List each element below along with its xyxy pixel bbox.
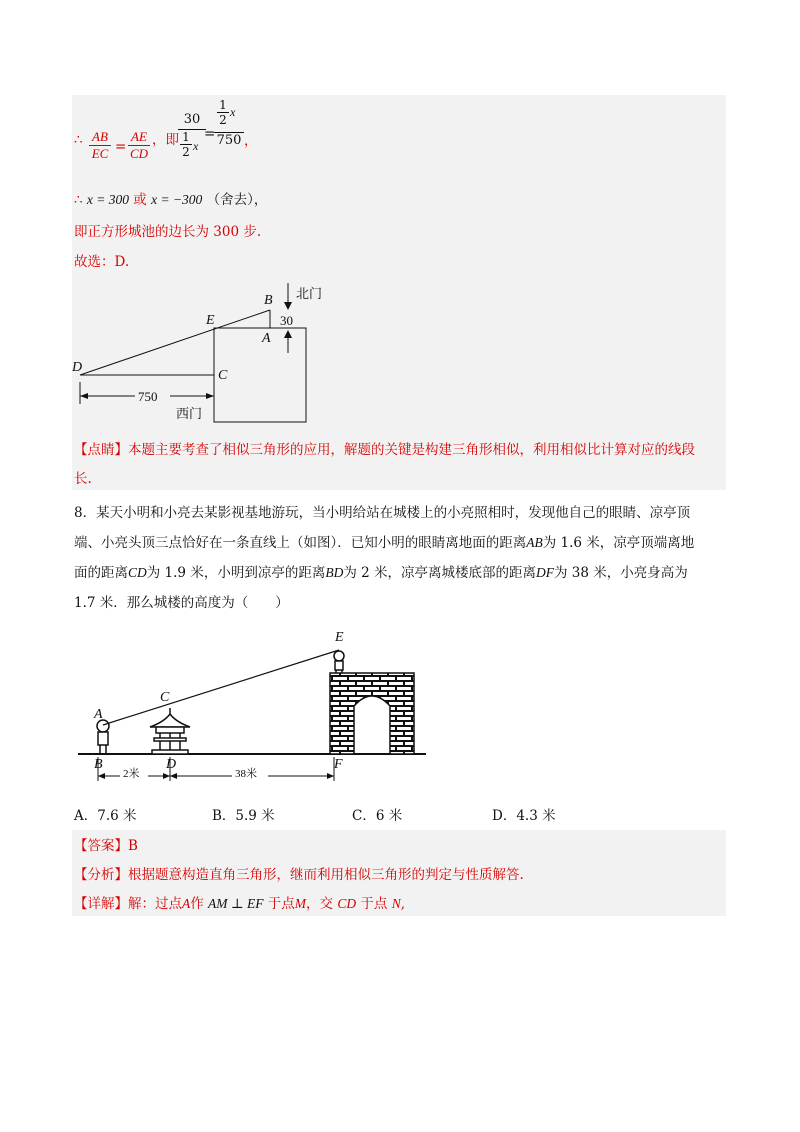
analysis-text: 根据题意构造直角三角形，继而利用相似三角形的判定与性质解答. bbox=[128, 867, 524, 883]
segment-cd: CD bbox=[337, 896, 357, 911]
question-line-1: 8．某天小明和小亮去某影视基地游玩，当小明给站在城楼上的小亮照相时，发现他自己的眼睛、凉亭顶 bbox=[74, 505, 691, 521]
fraction-denominator: 750 bbox=[216, 133, 242, 148]
detail-text: 于点 bbox=[267, 896, 295, 912]
fraction-numerator bbox=[214, 98, 244, 133]
question-text: 为 1.6 米，凉亭顶端离地 bbox=[542, 535, 695, 551]
question-text: 为 38 米，小亮身高为 bbox=[554, 565, 688, 581]
detail-text: ，交 bbox=[306, 896, 334, 912]
equation-x-neg300: x = −300 bbox=[151, 192, 203, 207]
arrowhead-left bbox=[80, 393, 88, 399]
label-d: D bbox=[166, 757, 177, 772]
solution-line-3: 即正方形城池的边长为 300 步. bbox=[74, 224, 262, 240]
arrowhead-right bbox=[206, 393, 214, 399]
pavilion bbox=[150, 708, 190, 754]
dim-30-label: 30 bbox=[280, 313, 293, 328]
comment-text: 本题主要考查了相似三角形的应用，解题的关键是构建三角形相似，利用相似比计算对应的线段 bbox=[128, 442, 695, 458]
equals-sign: = bbox=[115, 139, 127, 155]
point-m: M bbox=[294, 896, 307, 911]
label-a: A bbox=[262, 331, 271, 346]
north-gate-label: 北门 bbox=[296, 287, 323, 302]
compound-fraction-right bbox=[214, 98, 244, 149]
question-text: 为 2 米，凉亭离城楼底部的距离 bbox=[343, 565, 536, 581]
fraction-denominator: EC bbox=[91, 146, 109, 161]
ji-text: ，即 bbox=[152, 132, 179, 148]
question-text: 为 1.9 米，小明到凉亭的距离 bbox=[146, 565, 326, 581]
square-city-outline bbox=[214, 328, 306, 422]
question-text: 端、小亮头顶三点恰好在一条直线上（如图）．已知小明的眼睛离地面的距离 bbox=[74, 535, 527, 551]
segment-df: DF bbox=[536, 565, 554, 580]
half-numerator: 1 bbox=[180, 130, 192, 145]
solution-line-2 bbox=[74, 190, 267, 210]
comment-line-2: 长. bbox=[74, 471, 92, 487]
tower-pavilion-diagram bbox=[76, 626, 436, 786]
therefore-symbol: ∴ bbox=[74, 192, 83, 208]
half-denominator: 2 bbox=[182, 145, 190, 159]
option-c: C．6 米 bbox=[352, 808, 403, 824]
fraction-denominator bbox=[178, 130, 206, 170]
option-a: A．7.6 米 bbox=[74, 808, 137, 824]
detail-text: 解：过点 bbox=[128, 896, 182, 912]
segment-bd: BD bbox=[325, 565, 344, 580]
detail-text: 作 bbox=[190, 896, 204, 912]
perpendicular-expr: AM ⊥ EF bbox=[208, 896, 264, 911]
discard-text: （舍去）， bbox=[206, 192, 268, 208]
label-e: E bbox=[206, 313, 215, 328]
sight-line-ace bbox=[103, 650, 339, 725]
detail-line bbox=[74, 894, 405, 914]
label-d: D bbox=[72, 360, 83, 375]
fraction-ab-ec bbox=[89, 129, 111, 162]
xiaoming-figure bbox=[97, 720, 109, 754]
dim-38-label: 38米 bbox=[235, 768, 257, 780]
dim-750-label: 750 bbox=[138, 389, 158, 404]
west-gate-label: 西门 bbox=[176, 407, 203, 422]
therefore-symbol: ∴ bbox=[74, 132, 83, 148]
label-c: C bbox=[160, 690, 170, 705]
option-b: B．5.9 米 bbox=[212, 808, 275, 824]
solution-line-4: 故选：D. bbox=[74, 254, 130, 270]
city-tower bbox=[330, 673, 414, 754]
label-a: A bbox=[94, 707, 103, 722]
or-text: 或 bbox=[133, 192, 147, 208]
label-b: B bbox=[94, 757, 103, 772]
answer-value: B bbox=[128, 838, 138, 854]
variable-x: x bbox=[230, 105, 236, 119]
fraction-denominator: CD bbox=[129, 146, 149, 161]
fraction-numerator: AE bbox=[128, 129, 150, 146]
comma: ， bbox=[244, 133, 258, 149]
answer-tag: 【答案】 bbox=[74, 838, 128, 854]
equation-x-300: x = 300 bbox=[86, 192, 129, 207]
option-d: D．4.3 米 bbox=[492, 808, 556, 824]
comment-line-1 bbox=[74, 440, 695, 460]
equals-sign-2: = bbox=[204, 126, 216, 142]
question-line-3 bbox=[74, 563, 688, 583]
question-line-4: 1.7 米．那么城楼的高度为（ ） bbox=[74, 595, 289, 611]
city-square-diagram bbox=[60, 278, 330, 428]
label-b: B bbox=[264, 293, 273, 308]
question-text: 面的距离 bbox=[74, 565, 128, 581]
fraction-ae-cd bbox=[128, 129, 150, 162]
detail-text: , bbox=[400, 896, 405, 912]
dim-2-label: 2米 bbox=[123, 768, 140, 780]
arrowhead-down bbox=[284, 302, 292, 310]
arrowhead-up bbox=[284, 330, 292, 338]
half-denominator: 2 bbox=[219, 113, 227, 127]
label-e: E bbox=[335, 630, 344, 645]
segment-ab: AB bbox=[526, 535, 543, 550]
compound-fraction-left bbox=[178, 112, 206, 170]
analysis-line bbox=[74, 865, 524, 885]
sight-line-db bbox=[80, 310, 270, 375]
half-numerator: 1 bbox=[217, 98, 229, 113]
fraction-numerator: 30 bbox=[178, 112, 206, 130]
answer-line bbox=[74, 836, 138, 856]
comment-tag: 【点睛】 bbox=[74, 442, 128, 458]
point-n: N bbox=[391, 896, 401, 911]
detail-text: 于点 bbox=[360, 896, 388, 912]
label-f: F bbox=[334, 757, 343, 772]
point-a: A bbox=[182, 896, 191, 911]
fraction-numerator: AB bbox=[89, 129, 111, 146]
segment-cd: CD bbox=[128, 565, 147, 580]
analysis-tag: 【分析】 bbox=[74, 867, 128, 883]
variable-x: x bbox=[193, 139, 199, 153]
detail-tag: 【详解】 bbox=[74, 896, 128, 912]
label-c: C bbox=[218, 368, 228, 383]
question-line-2 bbox=[74, 533, 694, 553]
xiaoliang-figure bbox=[334, 651, 344, 673]
